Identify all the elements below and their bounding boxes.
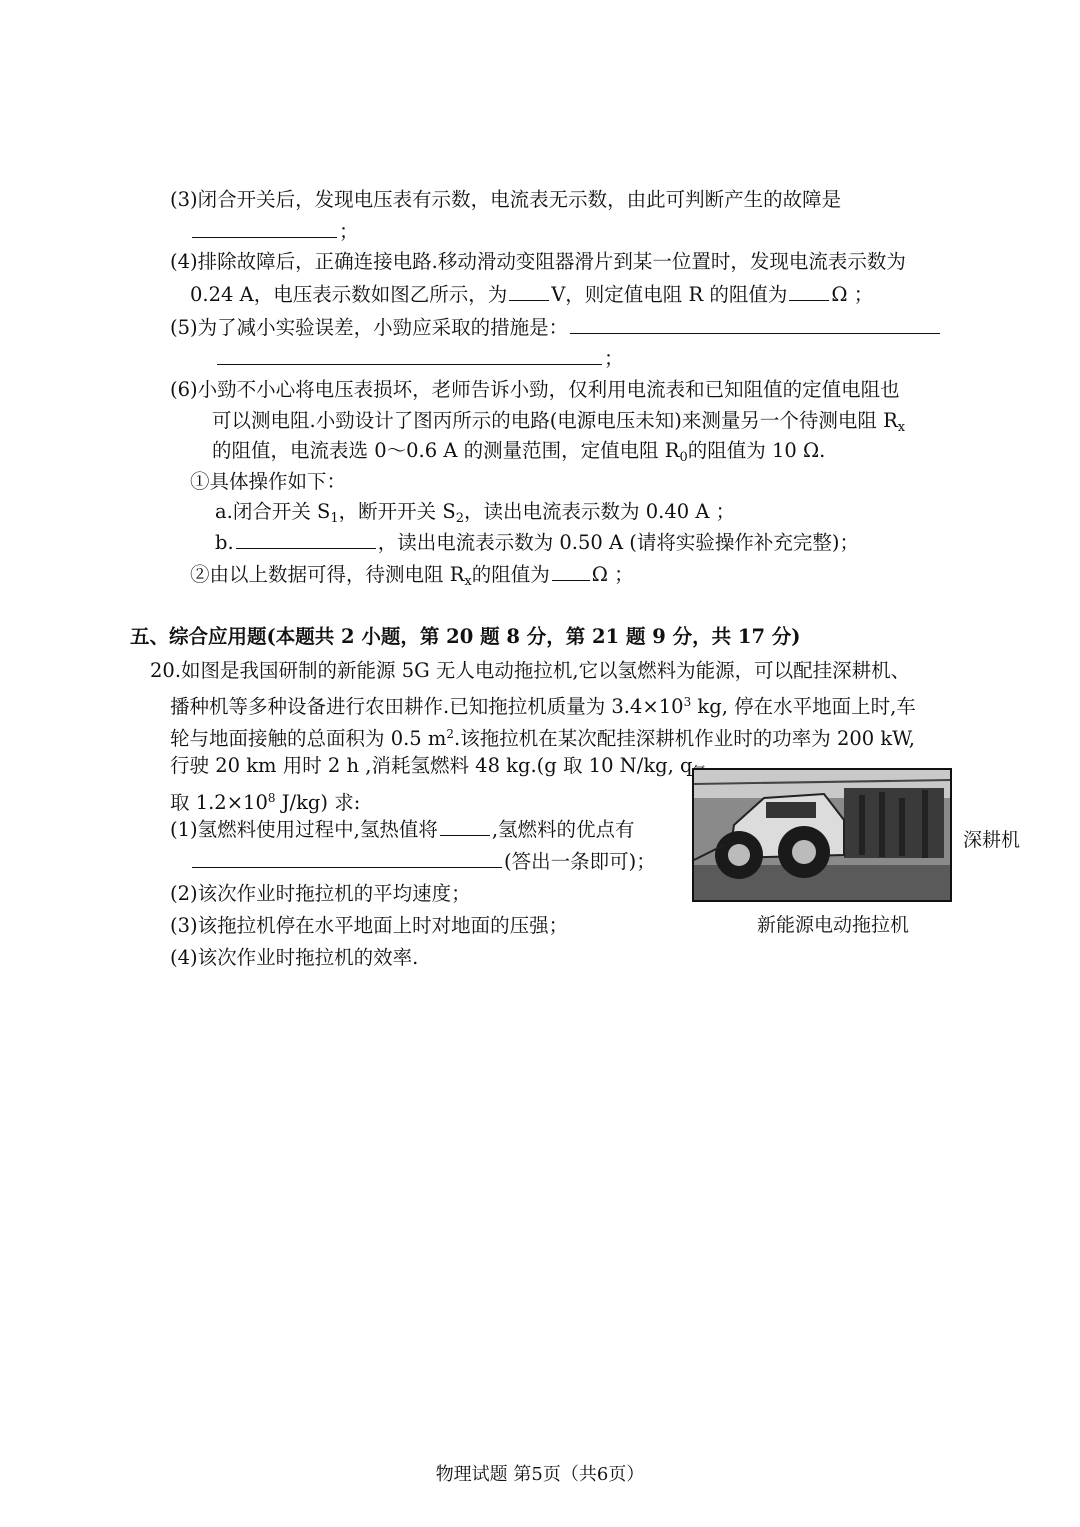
q6-step-b-blank[interactable]: [236, 530, 376, 549]
q20-part1-cont: [190, 848, 656, 876]
q20-part3: [170, 912, 568, 940]
q6-s2-sub: 2: [455, 511, 465, 526]
q6-step-a-text2: ，断开开关 S: [338, 500, 456, 523]
q6-step-b-text1: b.: [215, 531, 234, 554]
q20-p3-text: (3)该拖拉机停在水平地面上时对地面的压强；: [170, 914, 569, 937]
q5-line2: [215, 345, 624, 373]
q4-line1: [170, 248, 906, 276]
q20-text-3b: .该拖拉机在某次配挂深耕机作业时的功率为 200 kW,: [454, 727, 916, 750]
q20-p4-text: (4)该次作业时拖拉机的效率.: [170, 946, 419, 969]
figure-caption: 新能源电动拖拉机: [757, 914, 910, 936]
tractor-illustration: [694, 770, 950, 900]
q20-mass-exp: 3: [683, 695, 692, 709]
q6-result-text2: 的阻值为: [471, 563, 550, 586]
q6-result-text1: ②由以上数据可得，待测电阻 R: [190, 563, 465, 586]
section5-title: [130, 623, 801, 651]
q6-text-1: (6)小勁不小心将电压表损坏，老师告诉小勁，仅利用电流表和已知阻值的定值电阻也: [170, 378, 900, 401]
q6-result-blank[interactable]: [552, 562, 590, 581]
q20-line4: [170, 752, 706, 787]
q6-result-text3: Ω ；: [591, 563, 634, 586]
q20-part2: [170, 880, 471, 908]
q6-line3: [212, 437, 825, 472]
q4-text: (4)排除故障后，正确连接电路.移动滑动变阻器滑片到某一位置时，发现电流表示数为: [170, 250, 906, 273]
q20-line1: [150, 657, 910, 685]
q6-text-2: 可以测电阻.小勁设计了图丙所示的电路(电源电压未知)来测量另一个待测电阻 R: [212, 409, 898, 432]
q4-text-c: Ω ；: [831, 283, 874, 306]
q3-answer-blank[interactable]: [192, 219, 337, 238]
q6-step-b: [215, 529, 859, 557]
q20-advantage-blank[interactable]: [192, 849, 502, 868]
q4-line2: [190, 281, 873, 309]
q3-text: (3)闭合开关后，发现电压表有示数，电流表无示数，由此可判断产生的故障是: [170, 188, 842, 211]
q6-text-3a: 的阻值，电流表选 0～0.6 A 的测量范围，定值电阻 R: [212, 439, 680, 462]
q20-line5: [170, 784, 360, 817]
q20-text-2: 播种机等多种设备进行农田耕作.已知拖拉机质量为 3.4×10: [170, 695, 684, 718]
q6-step-title-text: ①具体操作如下：: [190, 470, 347, 493]
q5-answer-blank-1[interactable]: [570, 315, 940, 334]
q6-step-b-text2: ，读出电流表示数为 0.50 A (请将实验操作补充完整)；: [377, 531, 859, 554]
q6-step-a: [215, 498, 735, 533]
q6-step-title: [190, 468, 346, 496]
q20-text-1: 20.如图是我国研制的新能源 5G 无人电动拖拉机,它以氢燃料为能源，可以配挂深耕机、: [150, 659, 911, 682]
q20-text-5b: J/kg) 求:: [275, 791, 361, 814]
q20-area-exp: 2: [446, 727, 455, 741]
q4-resistance-blank[interactable]: [789, 282, 829, 301]
q3-end: ；: [339, 220, 359, 243]
q20-p1-text-b: ,氢燃料的优点有: [491, 818, 635, 841]
q20-text-3a: 轮与地面接触的总面积为 0.5 m: [170, 727, 447, 750]
q20-line3: [170, 720, 915, 753]
figure-label-deep-plow: 深耕机: [963, 829, 1021, 851]
q20-text-2b: kg, 停在水平地面上时,车: [691, 695, 916, 718]
tractor-photo: [692, 768, 952, 902]
section5-title-text: 五、综合应用题(本题共 2 小题，第 20 题 8 分，第 21 题 9 分，共 17 分): [130, 625, 801, 648]
q3-line2: [190, 218, 359, 246]
q6-result: [190, 561, 634, 596]
q6-step-a-text3: ，读出电流表示数为 0.40 A ；: [464, 500, 736, 523]
q20-text-5a: 取 1.2×10: [170, 791, 268, 814]
q4-text-b: V，则定值电阻 R 的阻值为: [551, 283, 788, 306]
q6-text-3b: 的阻值为 10 Ω.: [687, 439, 826, 462]
q5-text: (5)为了减小实验误差，小勁应采取的措施是：: [170, 316, 569, 339]
q20-part1: [170, 816, 635, 844]
q6-line1: [170, 376, 900, 404]
q20-p1-text-a: (1)氢燃料使用过程中,氢热值将: [170, 818, 438, 841]
q6-s1-sub: 1: [330, 511, 339, 526]
q20-line2: [170, 688, 916, 721]
q6-result-rx-sub: x: [464, 574, 472, 589]
q5-answer-blank-2[interactable]: [217, 346, 602, 365]
q20-part4: [170, 944, 418, 972]
q6-step-a-text1: a.闭合开关 S: [215, 500, 331, 523]
q6-r0-sub: 0: [679, 450, 688, 465]
q20-text-4: 行驶 20 km 用时 2 h ,消耗氢燃料 48 kg.(g 取 10 N/kg, q: [170, 754, 693, 777]
q20-p2-text: (2)该次作业时拖拉机的平均速度；: [170, 882, 471, 905]
q6-rx-sub: x: [897, 420, 906, 435]
q20-p1-text-c: (答出一条即可)；: [504, 850, 656, 873]
q4-voltage-blank[interactable]: [509, 282, 549, 301]
q3-line1: [170, 186, 841, 214]
q5-line1: [170, 314, 942, 342]
q20-q-exp: 8: [267, 791, 276, 805]
q20-heat-value-blank[interactable]: [440, 817, 490, 836]
q5-end: ；: [604, 347, 624, 370]
page-footer: 物理试题 第5页（共6页）: [435, 1464, 645, 1485]
q4-text-a: 0.24 A，电压表示数如图乙所示，为: [190, 283, 508, 306]
